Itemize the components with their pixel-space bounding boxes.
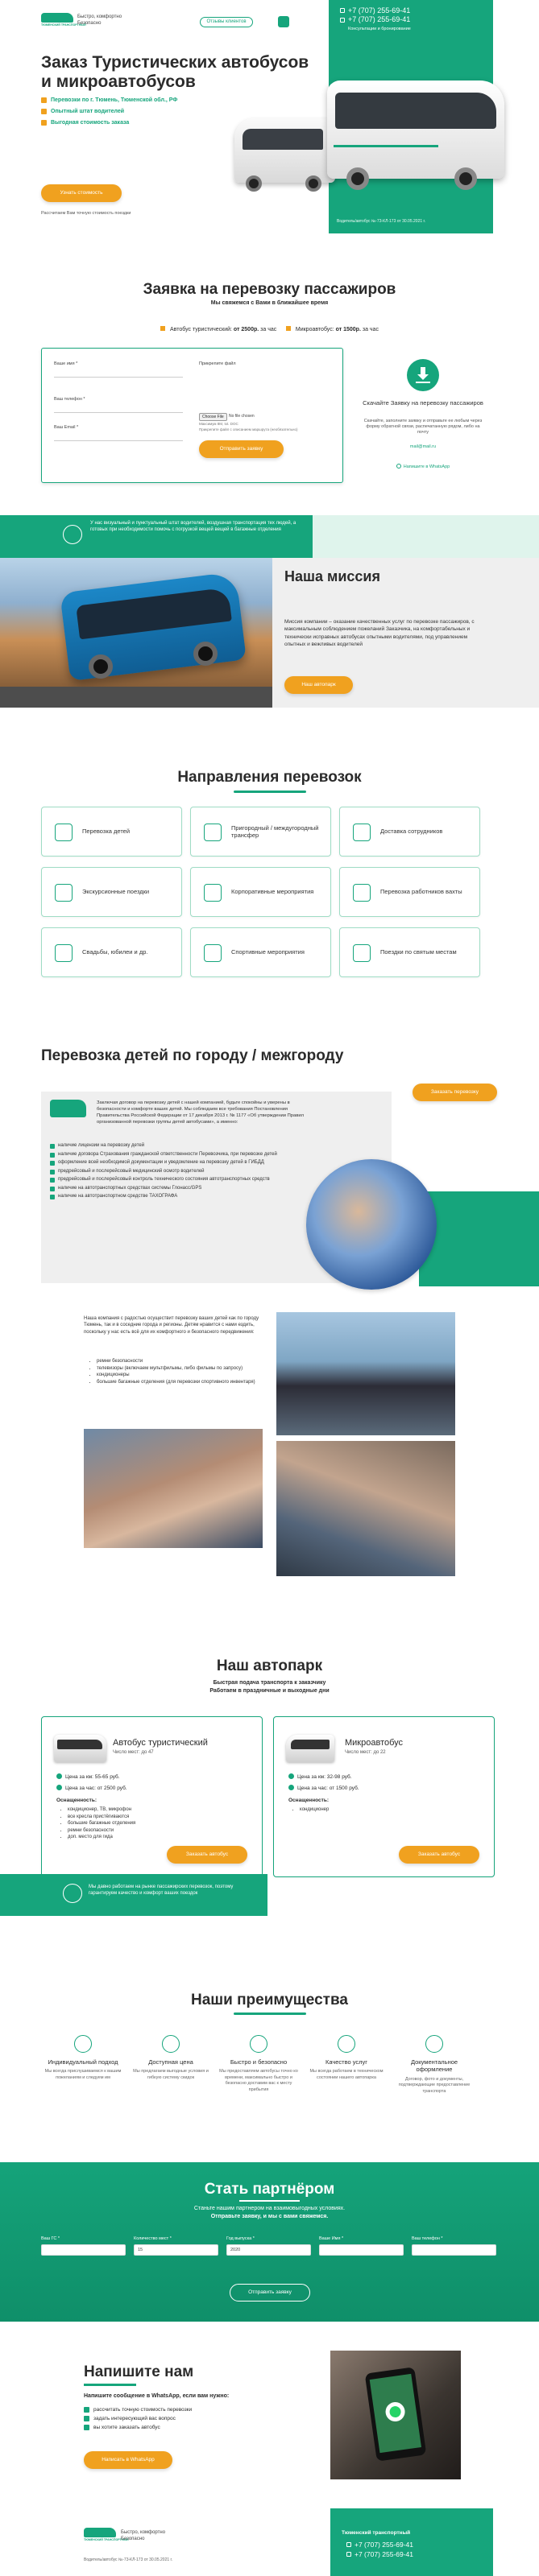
direction-label: Перевозка детей — [82, 828, 131, 836]
footer-logo[interactable] — [84, 2528, 129, 2544]
coin-icon — [288, 1773, 294, 1779]
footer-company: Тюменский транспортный — [342, 2530, 411, 2536]
partner-field-value: 15 — [138, 2248, 143, 2252]
bus-seats: Число мест: до 47 — [113, 1750, 154, 1755]
whatsapp-button[interactable]: Написать в WhatsApp — [84, 2451, 172, 2469]
children-text-2: Наша компания с радостью осуществит перевозку ваших детей как по городу Тюмень, так и в соседние города и регионы. Детям нравится с нами ездить, поскольку у нас есть всё для их комфортного и безопасного передвижения: — [84, 1316, 259, 1335]
bus-equipment-title: Оснащенность: — [56, 1798, 97, 1803]
advantage-item — [305, 2035, 388, 2081]
advantage-item — [129, 2035, 213, 2081]
minibus-equipment-title: Оснащенность: — [288, 1798, 330, 1803]
footer-caption: Водитель/автобус №-73-КЛ-173 от 30.05.2021 г. — [84, 2557, 173, 2562]
worker-icon — [353, 884, 371, 902]
advantage-title: Качество услуг — [325, 2058, 368, 2066]
list-item: вы хотите заказать автобус — [84, 2425, 261, 2431]
email-input[interactable] — [54, 433, 183, 441]
fleet-sub-2: Работаем в праздничные и выходные дни — [209, 1688, 330, 1694]
check-icon — [41, 109, 47, 114]
name-label: Ваше имя * — [54, 361, 78, 366]
mission-text: Миссия компании – оказание качественных услуг по перевозке пассажиров, с максимальным соблюдением пожеланий Заказчика, на комфортабельных и технически исправных автобусах опытными водителями, под управлением опытных и вежливых водителей — [284, 619, 475, 648]
children-icon — [55, 824, 73, 841]
list-item: • большие багажные отделения — [68, 1821, 135, 1827]
logo-bus-icon — [84, 2528, 116, 2537]
fleet-title: Наш автопарк — [216, 1657, 323, 1674]
phone-label: Ваш телефон * — [54, 397, 85, 402]
partner-underline — [239, 2200, 300, 2202]
check-icon — [84, 2425, 89, 2430]
contact-title: Напишите нам — [84, 2363, 194, 2380]
phone-1[interactable]: +7 (707) 255-69-41 — [348, 6, 411, 14]
hero-bullets — [41, 97, 251, 130]
fleet-card-micro — [273, 1716, 495, 1877]
advantage-title: Документальное оформление — [410, 2058, 458, 2074]
fleet-banner-text: Мы давно работаем на рынке пассажирских перевозок, поэтому гарантируем качество и комфорт ваших поездок — [89, 1885, 234, 1896]
list-item: рассчитать точную стоимость перевозки — [84, 2407, 261, 2413]
minibus-price-hour: Цена за час: от 1500 руб. — [288, 1785, 359, 1792]
advantage-title: Доступная цена — [148, 2058, 193, 2066]
reviews-button[interactable]: Отзывы клиентов — [200, 17, 253, 27]
advantage-text: Мы всегда работаем в техническом состоянии нашего автопарка — [309, 2069, 384, 2080]
bus-road-photo — [0, 558, 272, 708]
driver-icon — [63, 525, 82, 544]
staff-icon — [353, 824, 371, 841]
direction-label: Спортивные мероприятия — [231, 948, 305, 956]
direction-card[interactable] — [339, 807, 480, 857]
children-round-photo — [306, 1159, 437, 1290]
directions-title: Направления перевозок — [177, 769, 362, 786]
corporate-icon — [204, 884, 222, 902]
partner-field-input[interactable] — [412, 2244, 496, 2256]
order-bus-button[interactable]: Заказать автобус — [167, 1846, 247, 1864]
check-icon — [160, 326, 165, 331]
file-choose-button[interactable]: Choose File — [199, 413, 227, 421]
direction-card[interactable] — [190, 867, 331, 917]
logo-text: ТЮМЕНСКИЙ ТРАНСПОРТНЫЙ — [84, 2538, 129, 2541]
advantage-text: Договор, фото и документы, подтверждающие предоставление транспорта — [398, 2076, 471, 2094]
direction-card[interactable] — [41, 927, 182, 977]
request-subtitle: Мы свяжемся с Вами в ближайшее время — [210, 300, 329, 306]
file-hint: Максимум 8М, txt. DOC — [199, 422, 238, 426]
direction-label: Экскурсионные поездки — [82, 888, 150, 896]
advantage-title: Быстро и безопасно — [230, 2058, 288, 2066]
star-icon — [338, 2035, 355, 2053]
advantages-underline — [234, 2013, 306, 2015]
contact-list — [84, 2407, 261, 2434]
download-whatsapp-link[interactable]: Напишите в WhatsApp — [354, 464, 491, 470]
logo-bus-icon — [41, 13, 73, 23]
bus-equipment-list — [60, 1807, 135, 1842]
sport-icon — [204, 944, 222, 962]
road-icon — [204, 824, 222, 841]
tourist-bus-image — [319, 72, 512, 193]
minibus-equipment-list — [292, 1807, 329, 1814]
download-block — [354, 354, 491, 475]
download-text: Скачайте, заполните заявку и отправьте ее любым через форму обратной связи, распечатанную рядом, либо на почту — [363, 419, 483, 435]
bus-price-hour: Цена за час: от 2500 руб. — [56, 1785, 127, 1792]
phone-input[interactable] — [54, 405, 183, 413]
advantage-item — [41, 2035, 125, 2081]
contact-underline — [84, 2384, 136, 2386]
wallet-icon — [162, 2035, 180, 2053]
get-price-button[interactable]: Узнать стоимость — [41, 184, 122, 202]
advantage-title: Индивидуальный подход — [48, 2058, 118, 2066]
phone-icon — [346, 2552, 351, 2557]
direction-label: Перевозка работников вахты — [380, 888, 462, 896]
partner-submit-button[interactable]: Отправить заявку — [230, 2284, 310, 2301]
children-green-block — [419, 1191, 539, 1286]
partner-field-label: Количество мест * — [134, 2236, 172, 2241]
list-item: задать интересующий вас вопрос — [84, 2416, 261, 2422]
check-icon — [41, 97, 47, 103]
award-icon — [63, 1884, 82, 1903]
fleet-button[interactable]: Наш автопарк — [284, 676, 353, 694]
advantage-text: Мы предоставляем автобусы точно ко времени, максимально быстро и безопасно доставим вас к месту прибытия — [219, 2069, 298, 2092]
direction-card[interactable] — [190, 807, 331, 857]
name-input[interactable] — [54, 369, 183, 378]
direction-label: Корпоративные мероприятия — [231, 888, 314, 896]
speed-icon — [250, 2035, 267, 2053]
children-checklist — [50, 1143, 300, 1203]
whatsapp-icon[interactable] — [278, 16, 289, 27]
submit-request-button[interactable]: Отправить заявку — [199, 440, 284, 458]
check-icon — [84, 2416, 89, 2421]
rings-icon — [55, 944, 73, 962]
phone-icon-2 — [340, 18, 345, 23]
children-intro: Заключая договор на перевозку детей с нашей компанией, будьте спокойны и уверены в безопасности и комфорте ваших детей. Мы соблюдаем все требования Постановления Правительства Российской Федерации от 17 декабря 2013 г. № 1177 «Об утверждении Правил организованной перевозки группы детей автобусами», а именно: — [97, 1100, 304, 1125]
partner-field-input[interactable] — [41, 2244, 126, 2256]
direction-card[interactable] — [41, 867, 182, 917]
partner-field-label: Ваш телефон * — [412, 2236, 443, 2241]
partner-title: Стать партнёром — [204, 2181, 335, 2198]
logo[interactable] — [41, 13, 86, 29]
check-icon — [286, 326, 291, 331]
partner-field-input[interactable] — [319, 2244, 404, 2256]
direction-label: Пригородный / междугородный трансфер — [231, 824, 319, 839]
header-tagline: Быстро, комфортно Безопасно — [77, 14, 122, 26]
coin-icon — [56, 1773, 62, 1779]
direction-card[interactable] — [190, 927, 331, 977]
list-item: • большие багажные отделения (для перевозки спортивного инвентаря) — [97, 1380, 266, 1386]
list-item: • кондиционер — [300, 1807, 329, 1814]
check-item: оформление всей необходимой документации и уведомление на перевозку детей в ГИБДД — [50, 1160, 300, 1166]
direction-card[interactable] — [41, 807, 182, 857]
hero-bullet: Опытный штат водителей — [41, 109, 251, 116]
person-icon — [74, 2035, 92, 2053]
direction-card[interactable] — [339, 927, 480, 977]
direction-label: Свадьбы, юбилеи и др. — [82, 948, 148, 956]
download-email-link[interactable]: mail@mail.ru — [409, 444, 437, 449]
logo-text: ТЮМЕНСКИЙ ТРАНСПОРТНЫЙ — [41, 23, 86, 27]
bus-price-km: Цена за км: 55-65 руб. — [56, 1773, 120, 1781]
advantage-text: Мы всегда прислушиваемся к вашим пожеланиям и следуем им — [44, 2069, 122, 2080]
footer-phone-2[interactable]: +7 (707) 255-69-41 — [346, 2550, 413, 2559]
partner-field-value: 2020 — [230, 2248, 241, 2252]
check-item: наличие на автотранспортных средствах системы Глонасс/GPS — [50, 1186, 300, 1192]
advantages-title: Наши преимущества — [190, 1992, 348, 2008]
file-hint-2: Прикрепите файл с описанием маршрута (необязательно) — [199, 427, 298, 431]
advantage-text: Мы предлагаем выгодные условия и гибкую систему скидок — [133, 2069, 209, 2080]
mission-banner-text: У нас визуальный и пунктуальный штат водителей, воздушная транспортация тех людей, а готовых при необходимости помочь с погрузкой вещей вещей в багажные отделения — [90, 521, 296, 532]
check-item: наличие на автотранспортном средстве ТАХОГРАФА — [50, 1194, 300, 1200]
hero-title: Заказ Туристических автобусов и микроавтобусов — [41, 53, 309, 91]
minibus-price-km: Цена за км: 32-98 руб. — [288, 1773, 352, 1781]
order-minibus-button[interactable]: Заказать автобус — [399, 1846, 479, 1864]
coin-icon — [56, 1785, 62, 1790]
hero-bullet: Перевозки по г. Тюмень, Тюменской обл., РФ — [41, 97, 251, 105]
download-title: Скачайте Заявку на перевозку пассажиров — [363, 399, 483, 407]
email-label: Ваш Email * — [54, 425, 79, 430]
check-item: предрейсовый и послерейсовый медицинский осмотр водителей — [50, 1169, 300, 1175]
children-title: Перевозка детей по городу / межгороду — [41, 1047, 344, 1064]
partner-sub-2: Отправьте заявку, и мы с вами свяжемся. — [210, 2214, 329, 2219]
list-item: • ремни безопасности — [97, 1359, 266, 1365]
file-none-text: No file chosen — [229, 414, 255, 419]
header-phones — [348, 6, 411, 31]
download-icon[interactable] — [407, 359, 439, 391]
list-item: • кондиционер, ТВ, микрофон — [68, 1807, 135, 1814]
list-item: • все кресла пристёгиваются — [68, 1814, 135, 1821]
advantage-item — [217, 2035, 301, 2093]
footer-phone-1[interactable]: +7 (707) 255-69-41 — [346, 2541, 413, 2549]
kids-bus-photo-3 — [276, 1441, 455, 1576]
check-icon — [41, 120, 47, 126]
hero-caption: Водитель/автобус №-73-КЛ-173 от 30.05.2021 г. — [337, 219, 426, 224]
directions-underline — [234, 791, 306, 793]
binoculars-icon — [55, 884, 73, 902]
minibus-thumb — [286, 1735, 334, 1762]
check-item: наличие лицензии на перевозку детей — [50, 1143, 300, 1150]
check-item: предрейсовый и послерейсовый контроль технического состояния автотранспортных средств — [50, 1177, 300, 1183]
direction-card[interactable] — [339, 867, 480, 917]
phone-icon — [340, 8, 345, 13]
list-item: • телевизоры (включаем мультфильмы, либо фильмы по запросу) — [97, 1366, 266, 1373]
fleet-card-bus — [41, 1716, 263, 1877]
check-item: наличие договора Страхования гражданской ответственности Перевозчика, при перевозке детей — [50, 1152, 300, 1158]
church-icon — [353, 944, 371, 962]
minibus-seats: Число мест: до 22 — [345, 1750, 386, 1755]
file-label: Прикрепите файл — [199, 361, 236, 366]
minibus-name: Микроавтобус — [345, 1738, 404, 1748]
list-item: • доп. место для гида — [68, 1835, 135, 1841]
partner-field-input[interactable] — [226, 2244, 311, 2256]
partner-field-input[interactable] — [134, 2244, 218, 2256]
footer-tagline: Быстро, комфортно Безопасно — [121, 2530, 166, 2541]
request-form — [41, 348, 343, 483]
bus-thumb — [54, 1735, 106, 1762]
whatsapp-icon — [396, 464, 401, 469]
hero-note: Рассчитаем Вам точную стоимость поездки — [41, 211, 131, 216]
phone-icon — [346, 2542, 351, 2547]
partner-field-label: Ваш ГС * — [41, 2236, 60, 2241]
children-logo — [50, 1100, 86, 1117]
check-icon — [84, 2407, 89, 2413]
partner-field-label: Год выпуска * — [226, 2236, 255, 2241]
fleet-sub-1: Быстрая подача транспорта к заказчику — [213, 1680, 326, 1686]
bus-name: Автобус туристический — [113, 1738, 208, 1748]
direction-label: Доставка сотрудников — [380, 828, 443, 836]
whatsapp-logo-icon — [384, 2401, 406, 2422]
coin-icon — [288, 1785, 294, 1790]
header-note: Консультации и бронирование — [348, 26, 411, 31]
order-transport-button[interactable]: Заказать перевозку — [413, 1084, 497, 1101]
direction-label: Поездки по святым местам — [380, 948, 457, 956]
list-item: • кондиционеры — [97, 1373, 266, 1379]
kids-bus-photo-2 — [84, 1429, 263, 1548]
phone-2[interactable]: +7 (707) 255-69-41 — [348, 15, 411, 24]
request-title: Заявка на перевозку пассажиров — [143, 281, 396, 298]
price-line: Автобус туристический: от 2500р. за час Микроавтобус: от 1500р. за час — [0, 326, 539, 334]
partner-sub-1: Станьте нашим партнером на взаимовыгодных условиях. — [193, 2206, 346, 2211]
kids-bus-photo-1 — [276, 1312, 455, 1435]
hero-bullet: Выгодная стоимость заказа — [41, 120, 251, 127]
document-icon — [425, 2035, 443, 2053]
list-item: • ремни безопасности — [68, 1828, 135, 1835]
contact-sub: Напишите сообщение в WhatsApp, если вам нужно: — [84, 2393, 230, 2399]
mission-title: Наша миссия — [284, 568, 380, 584]
children-bullets — [89, 1359, 266, 1386]
phone-whatsapp-photo — [330, 2351, 461, 2479]
advantage-item — [392, 2035, 476, 2095]
partner-field-label: Ваше Имя * — [319, 2236, 344, 2241]
